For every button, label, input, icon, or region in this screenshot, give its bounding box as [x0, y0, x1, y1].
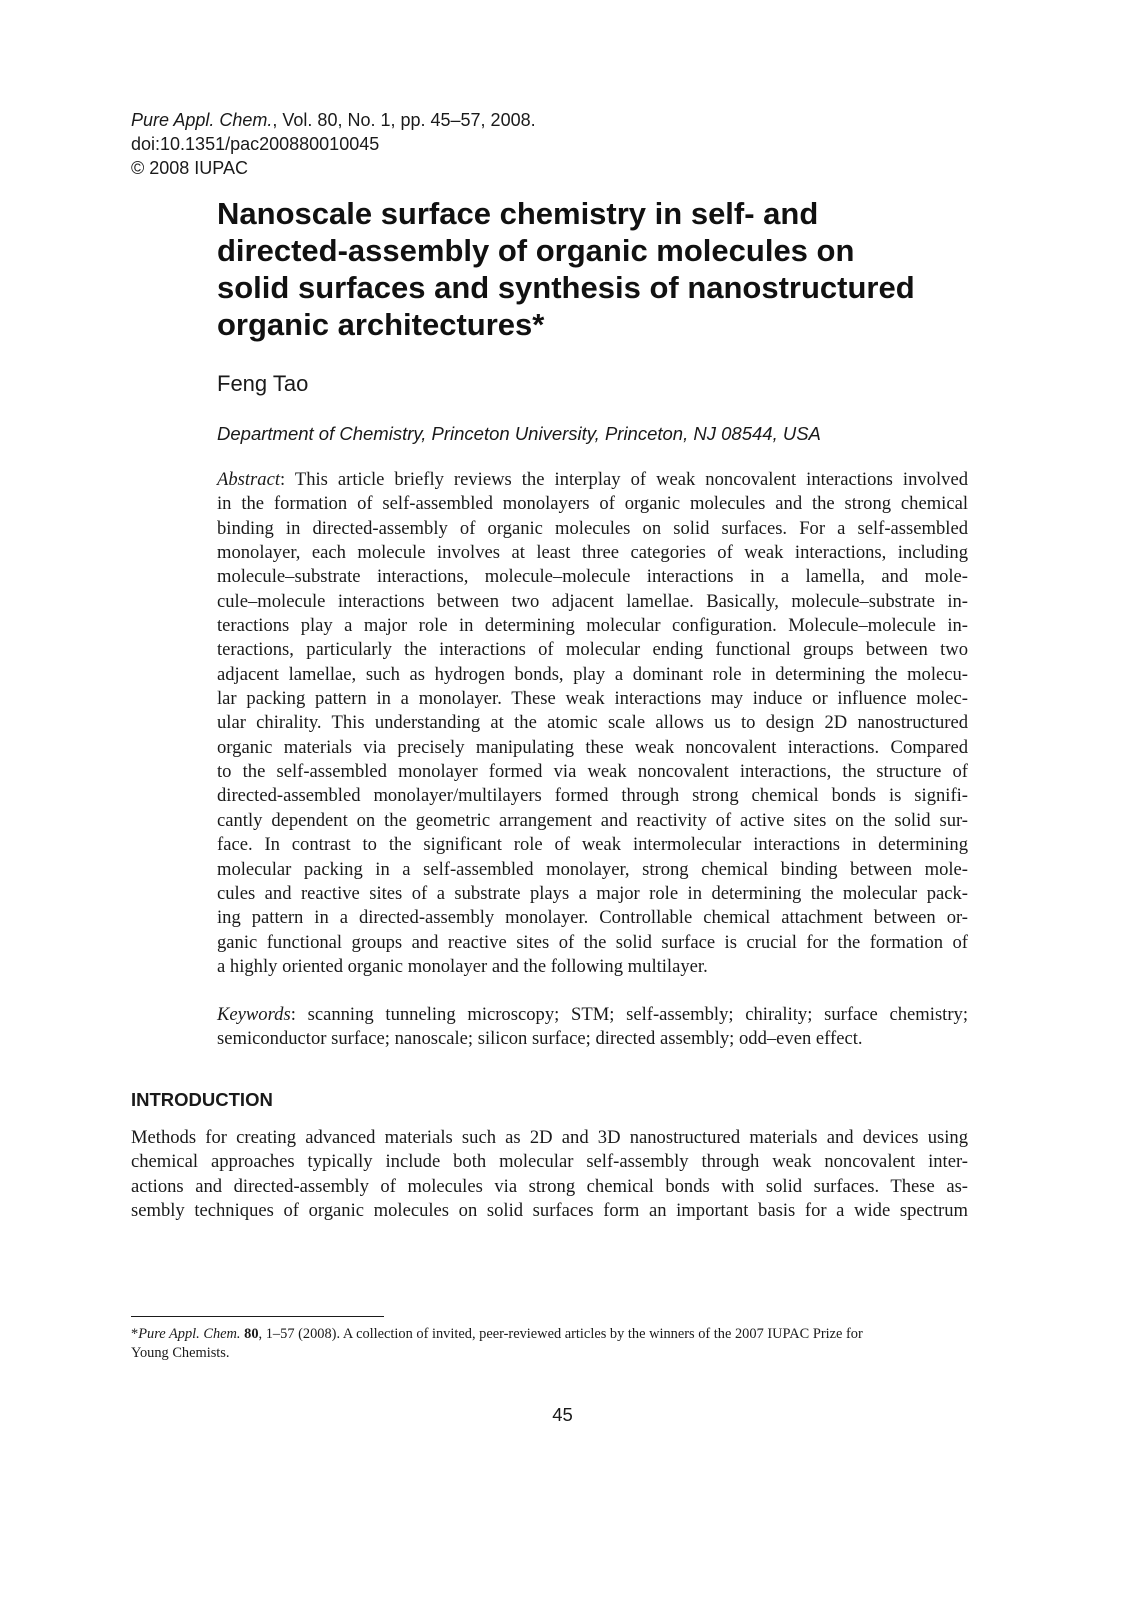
intro-line: chemical approaches typically include both molecular self-assembly through weak noncovalent inter- — [131, 1151, 968, 1173]
title-line: solid surfaces and synthesis of nanostructured — [217, 270, 915, 305]
page-number: 45 — [552, 1404, 573, 1425]
keywords — [217, 1003, 968, 1052]
article-title — [217, 195, 1037, 343]
keywords-line: Keywords: scanning tunneling microscopy; STM; self-assembly; chirality; surface chemistry; — [217, 1004, 968, 1025]
abstract-line: to the self-assembled monolayer formed via weak noncovalent interactions, the structure of — [217, 761, 968, 783]
intro-line: actions and directed-assembly of molecules via strong chemical bonds with solid surfaces. These as- — [131, 1175, 968, 1197]
keywords-line: semiconductor surface; nanoscale; silicon surface; directed assembly; odd–even effect. — [217, 1028, 863, 1050]
abstract-line: monolayer, each molecule involves at least three categories of weak interactions, including — [217, 542, 968, 564]
abstract-line: cules and reactive sites of a substrate plays a major role in determining the molecular pack- — [217, 882, 968, 904]
copyright-line: © 2008 IUPAC — [131, 158, 248, 178]
footnote — [131, 1325, 968, 1363]
abstract-line: ular chirality. This understanding at the atomic scale allows us to design 2D nanostructured — [217, 712, 968, 734]
footnote-line: *Pure Appl. Chem. 80, 1–57 (2008). A collection of invited, peer-reviewed articles by the winners of the 2007 IUPAC Prize for — [131, 1326, 863, 1342]
abstract-line: face. In contrast to the significant role of weak intermolecular interactions in determining — [217, 834, 968, 856]
author-affiliation: Department of Chemistry, Princeton University, Princeton, NJ 08544, USA — [217, 423, 821, 444]
title-line: organic architectures* — [217, 307, 545, 342]
abstract-line: molecular packing in a self-assembled monolayer, strong chemical binding between mole- — [217, 858, 968, 880]
abstract-line: binding in directed-assembly of organic molecules on solid surfaces. For a self-assembled — [217, 517, 968, 539]
abstract-line: teractions play a major role in determining molecular configuration. Molecule–molecule in- — [217, 615, 968, 637]
abstract-line: adjacent lamellae, such as hydrogen bonds, play a dominant role in determining the molecu- — [217, 663, 968, 685]
abstract-line: molecule–substrate interactions, molecule–molecule interactions in a lamella, and mole- — [217, 566, 968, 588]
abstract-label: Abstract — [217, 469, 281, 490]
footnote-volume: 80 — [244, 1326, 259, 1342]
citation-details: , Vol. 80, No. 1, pp. 45–57, 2008. — [272, 110, 536, 130]
title-line: directed-assembly of organic molecules on — [217, 233, 855, 268]
author-name: Feng Tao — [217, 371, 309, 396]
title-line: Nanoscale surface chemistry in self- and — [217, 196, 819, 231]
abstract-line: Abstract: This article briefly reviews the interplay of weak noncovalent interactions involved — [217, 469, 968, 490]
abstract-line: in the formation of self-assembled monolayers of organic molecules and the strong chemical — [217, 493, 968, 515]
introduction-body — [131, 1126, 968, 1223]
abstract — [217, 468, 968, 979]
intro-line: Methods for creating advanced materials such as 2D and 3D nanostructured materials and devices using — [131, 1127, 968, 1148]
footnote-rule — [131, 1316, 384, 1317]
abstract-line: organic materials via precisely manipulating these weak noncovalent interactions. Compared — [217, 736, 968, 758]
abstract-line: directed-assembled monolayer/multilayers formed through strong chemical bonds is signifi- — [217, 785, 968, 807]
footnote-journal: Pure Appl. Chem. — [138, 1326, 241, 1342]
abstract-line: lar packing pattern in a monolayer. These weak interactions may induce or influence molec- — [217, 688, 968, 710]
section-heading-introduction: INTRODUCTION — [131, 1089, 273, 1110]
intro-line: sembly techniques of organic molecules on solid surfaces form an important basis for a wide spectrum — [131, 1200, 968, 1222]
keywords-label: Keywords — [217, 1004, 291, 1025]
running-header — [131, 108, 536, 180]
abstract-line: a highly oriented organic monolayer and the following multilayer. — [217, 955, 708, 977]
abstract-line: ing pattern in a directed-assembly monolayer. Controllable chemical attachment between or- — [217, 907, 968, 929]
abstract-line: cantly dependent on the geometric arrangement and reactivity of active sites on the solid sur- — [217, 809, 968, 831]
abstract-line: cule–molecule interactions between two adjacent lamellae. Basically, molecule–substrate in- — [217, 590, 968, 612]
abstract-line: ganic functional groups and reactive sites of the solid surface is crucial for the formation of — [217, 931, 968, 953]
footnote-line: Young Chemists. — [131, 1345, 230, 1361]
abstract-line: teractions, particularly the interactions of molecular ending functional groups between two — [217, 639, 968, 661]
journal-name: Pure Appl. Chem. — [131, 110, 273, 130]
citation-line — [131, 108, 536, 132]
doi-line[interactable]: doi:10.1351/pac200880010045 — [131, 134, 380, 154]
